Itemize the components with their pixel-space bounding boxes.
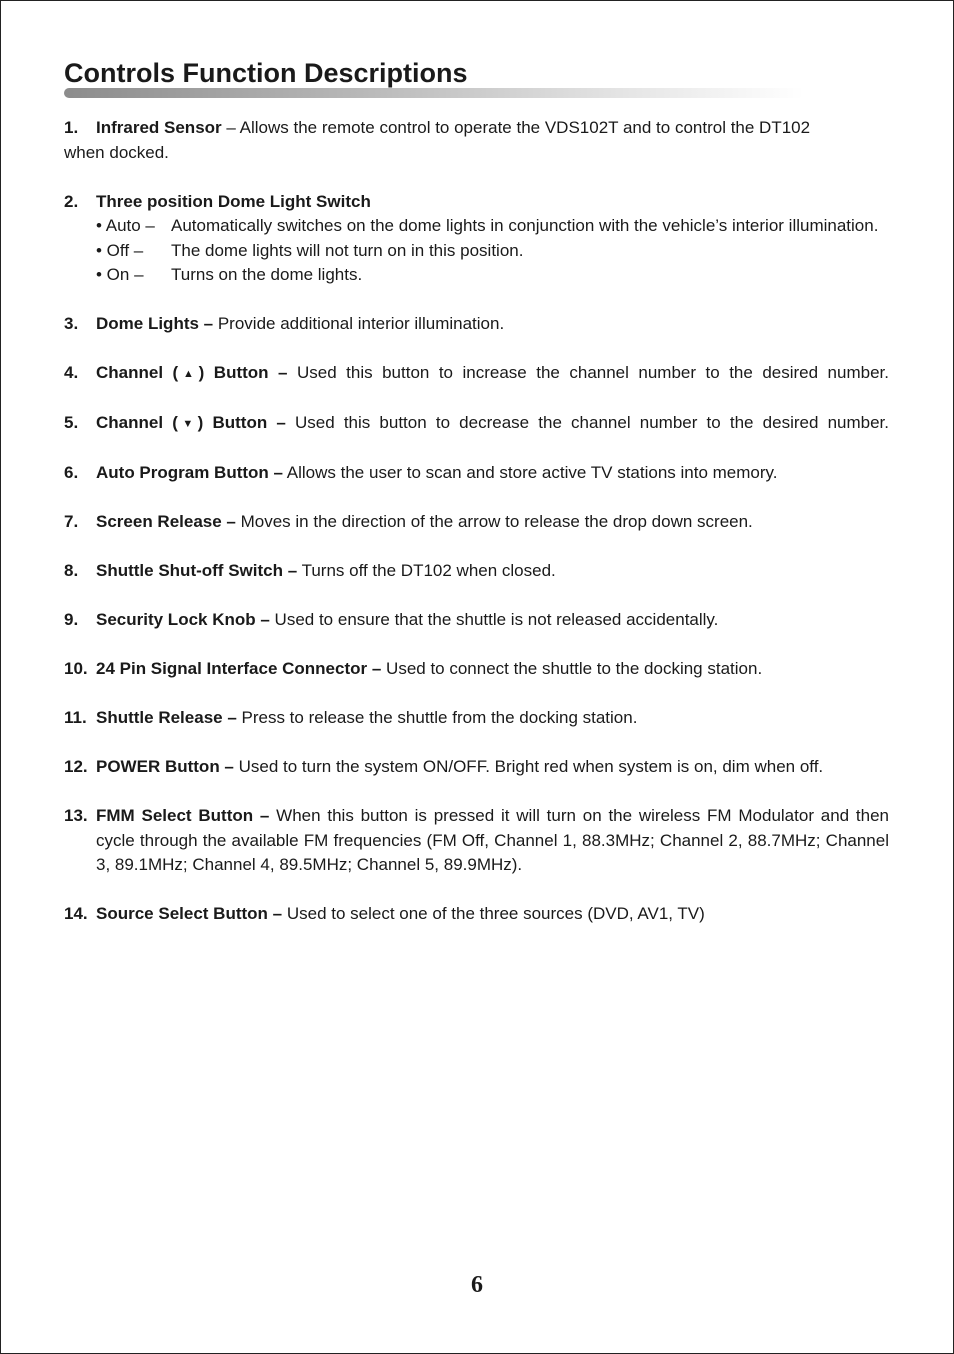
- item-number: 9.: [64, 610, 79, 629]
- item-description: Provide additional interior illumination.: [213, 314, 505, 333]
- item-number: 2.: [64, 191, 79, 211]
- page-title: Controls Function Descriptions: [64, 58, 468, 88]
- item-number: 1.: [64, 118, 79, 137]
- item-term: Three position Dome Light Switch: [96, 191, 371, 211]
- list-item-channel-up: [64, 361, 889, 387]
- item-term: Channel (: [96, 413, 178, 432]
- item-description: Used to ensure that the shuttle is not released accidentally.: [269, 610, 719, 629]
- item-description: When this button is pressed it will turn on the wireless FM Modulator and then cycle through the available FM frequencies (FM Off, Channel 1, 88.3MHz; Channel 2, 88.7MHz; Channel 3, 89.1MHz; Channel 4, 89.5MHz; Channel 5, 89.9MHz).: [96, 806, 890, 874]
- item-term: Shuttle Release –: [96, 708, 237, 727]
- option-label: • On –: [96, 265, 144, 284]
- list-item-dome-light-switch: [64, 190, 889, 288]
- switch-option-off: [64, 239, 889, 264]
- triangle-down-icon: ▼: [177, 418, 198, 430]
- option-text: Automatically switches on the dome lights in conjunction with the vehicle’s interior illumination.: [171, 216, 879, 235]
- page-number: 6: [471, 1272, 483, 1298]
- list-item-screen-release: [64, 510, 889, 535]
- item-number: 14.: [64, 904, 88, 923]
- title-underline-bar: [64, 88, 804, 98]
- item-term: FMM Select Button –: [96, 806, 270, 825]
- option-text: The dome lights will not turn on in this position.: [171, 240, 524, 260]
- item-number: 3.: [64, 314, 79, 333]
- list-item-auto-program: [64, 461, 889, 486]
- item-number: 11.: [64, 708, 87, 727]
- item-description-continued: when docked.: [64, 142, 169, 162]
- list-item-power-button: [64, 755, 889, 780]
- item-term: 24 Pin Signal Interface Connector –: [96, 659, 382, 678]
- item-number: 7.: [64, 512, 79, 531]
- option-label: • Off –: [96, 240, 144, 260]
- item-number: 5.: [64, 413, 79, 432]
- item-term: Screen Release –: [96, 512, 236, 531]
- item-number: 8.: [64, 561, 79, 580]
- item-term-end: ) Button –: [197, 413, 286, 432]
- item-description: Press to release the shuttle from the docking station.: [236, 708, 638, 727]
- item-description: – Allows the remote control to operate the VDS102T and to control the DT102: [221, 118, 811, 137]
- item-number: 6.: [64, 463, 79, 482]
- item-term: Shuttle Shut-off Switch –: [96, 561, 298, 580]
- item-term-end: ) Button –: [198, 363, 288, 382]
- item-term: Auto Program Button –: [96, 463, 283, 482]
- item-term: Infrared Sensor: [96, 118, 222, 137]
- option-text: Turns on the dome lights.: [171, 265, 363, 284]
- item-description: Used this button to increase the channel number to the desired number.: [287, 363, 889, 382]
- item-term: Security Lock Knob –: [96, 610, 270, 629]
- list-item-shuttle-shutoff: [64, 559, 889, 584]
- item-number: 12.: [64, 757, 88, 776]
- item-number: 13.: [64, 806, 88, 825]
- item-number: 4.: [64, 363, 79, 382]
- switch-option-auto: [64, 214, 889, 239]
- item-term: Dome Lights –: [96, 314, 214, 333]
- list-item-source-select: [64, 902, 889, 927]
- list-item-shuttle-release: [64, 706, 889, 731]
- item-term: Channel (: [96, 363, 179, 382]
- item-term: Source Select Button –: [96, 904, 283, 923]
- list-item-fmm-select: [64, 804, 889, 878]
- triangle-up-icon: ▲: [178, 368, 199, 380]
- list-item-dome-lights: [64, 312, 889, 337]
- item-description: Moves in the direction of the arrow to release the drop down screen.: [235, 512, 753, 531]
- list-item-interface-connector: [64, 657, 889, 682]
- switch-option-on: [64, 263, 889, 288]
- item-description: Used to select one of the three sources (DVD, AV1, TV): [282, 904, 705, 923]
- item-number: 10.: [64, 659, 88, 678]
- option-label: • Auto –: [96, 216, 155, 235]
- list-item-security-lock: [64, 608, 889, 633]
- item-description: Used to connect the shuttle to the docking station.: [381, 659, 763, 678]
- item-term: POWER Button –: [96, 757, 234, 776]
- list-item-infrared-sensor: [64, 116, 889, 165]
- list-item-channel-down: [64, 411, 889, 437]
- item-description: Allows the user to scan and store active TV stations into memory.: [283, 463, 778, 482]
- controls-list: [64, 116, 889, 951]
- item-description: Turns off the DT102 when closed.: [297, 561, 556, 580]
- item-description: Used this button to decrease the channel number to the desired number.: [285, 413, 889, 432]
- item-description: Used to turn the system ON/OFF. Bright red when system is on, dim when off.: [233, 757, 824, 776]
